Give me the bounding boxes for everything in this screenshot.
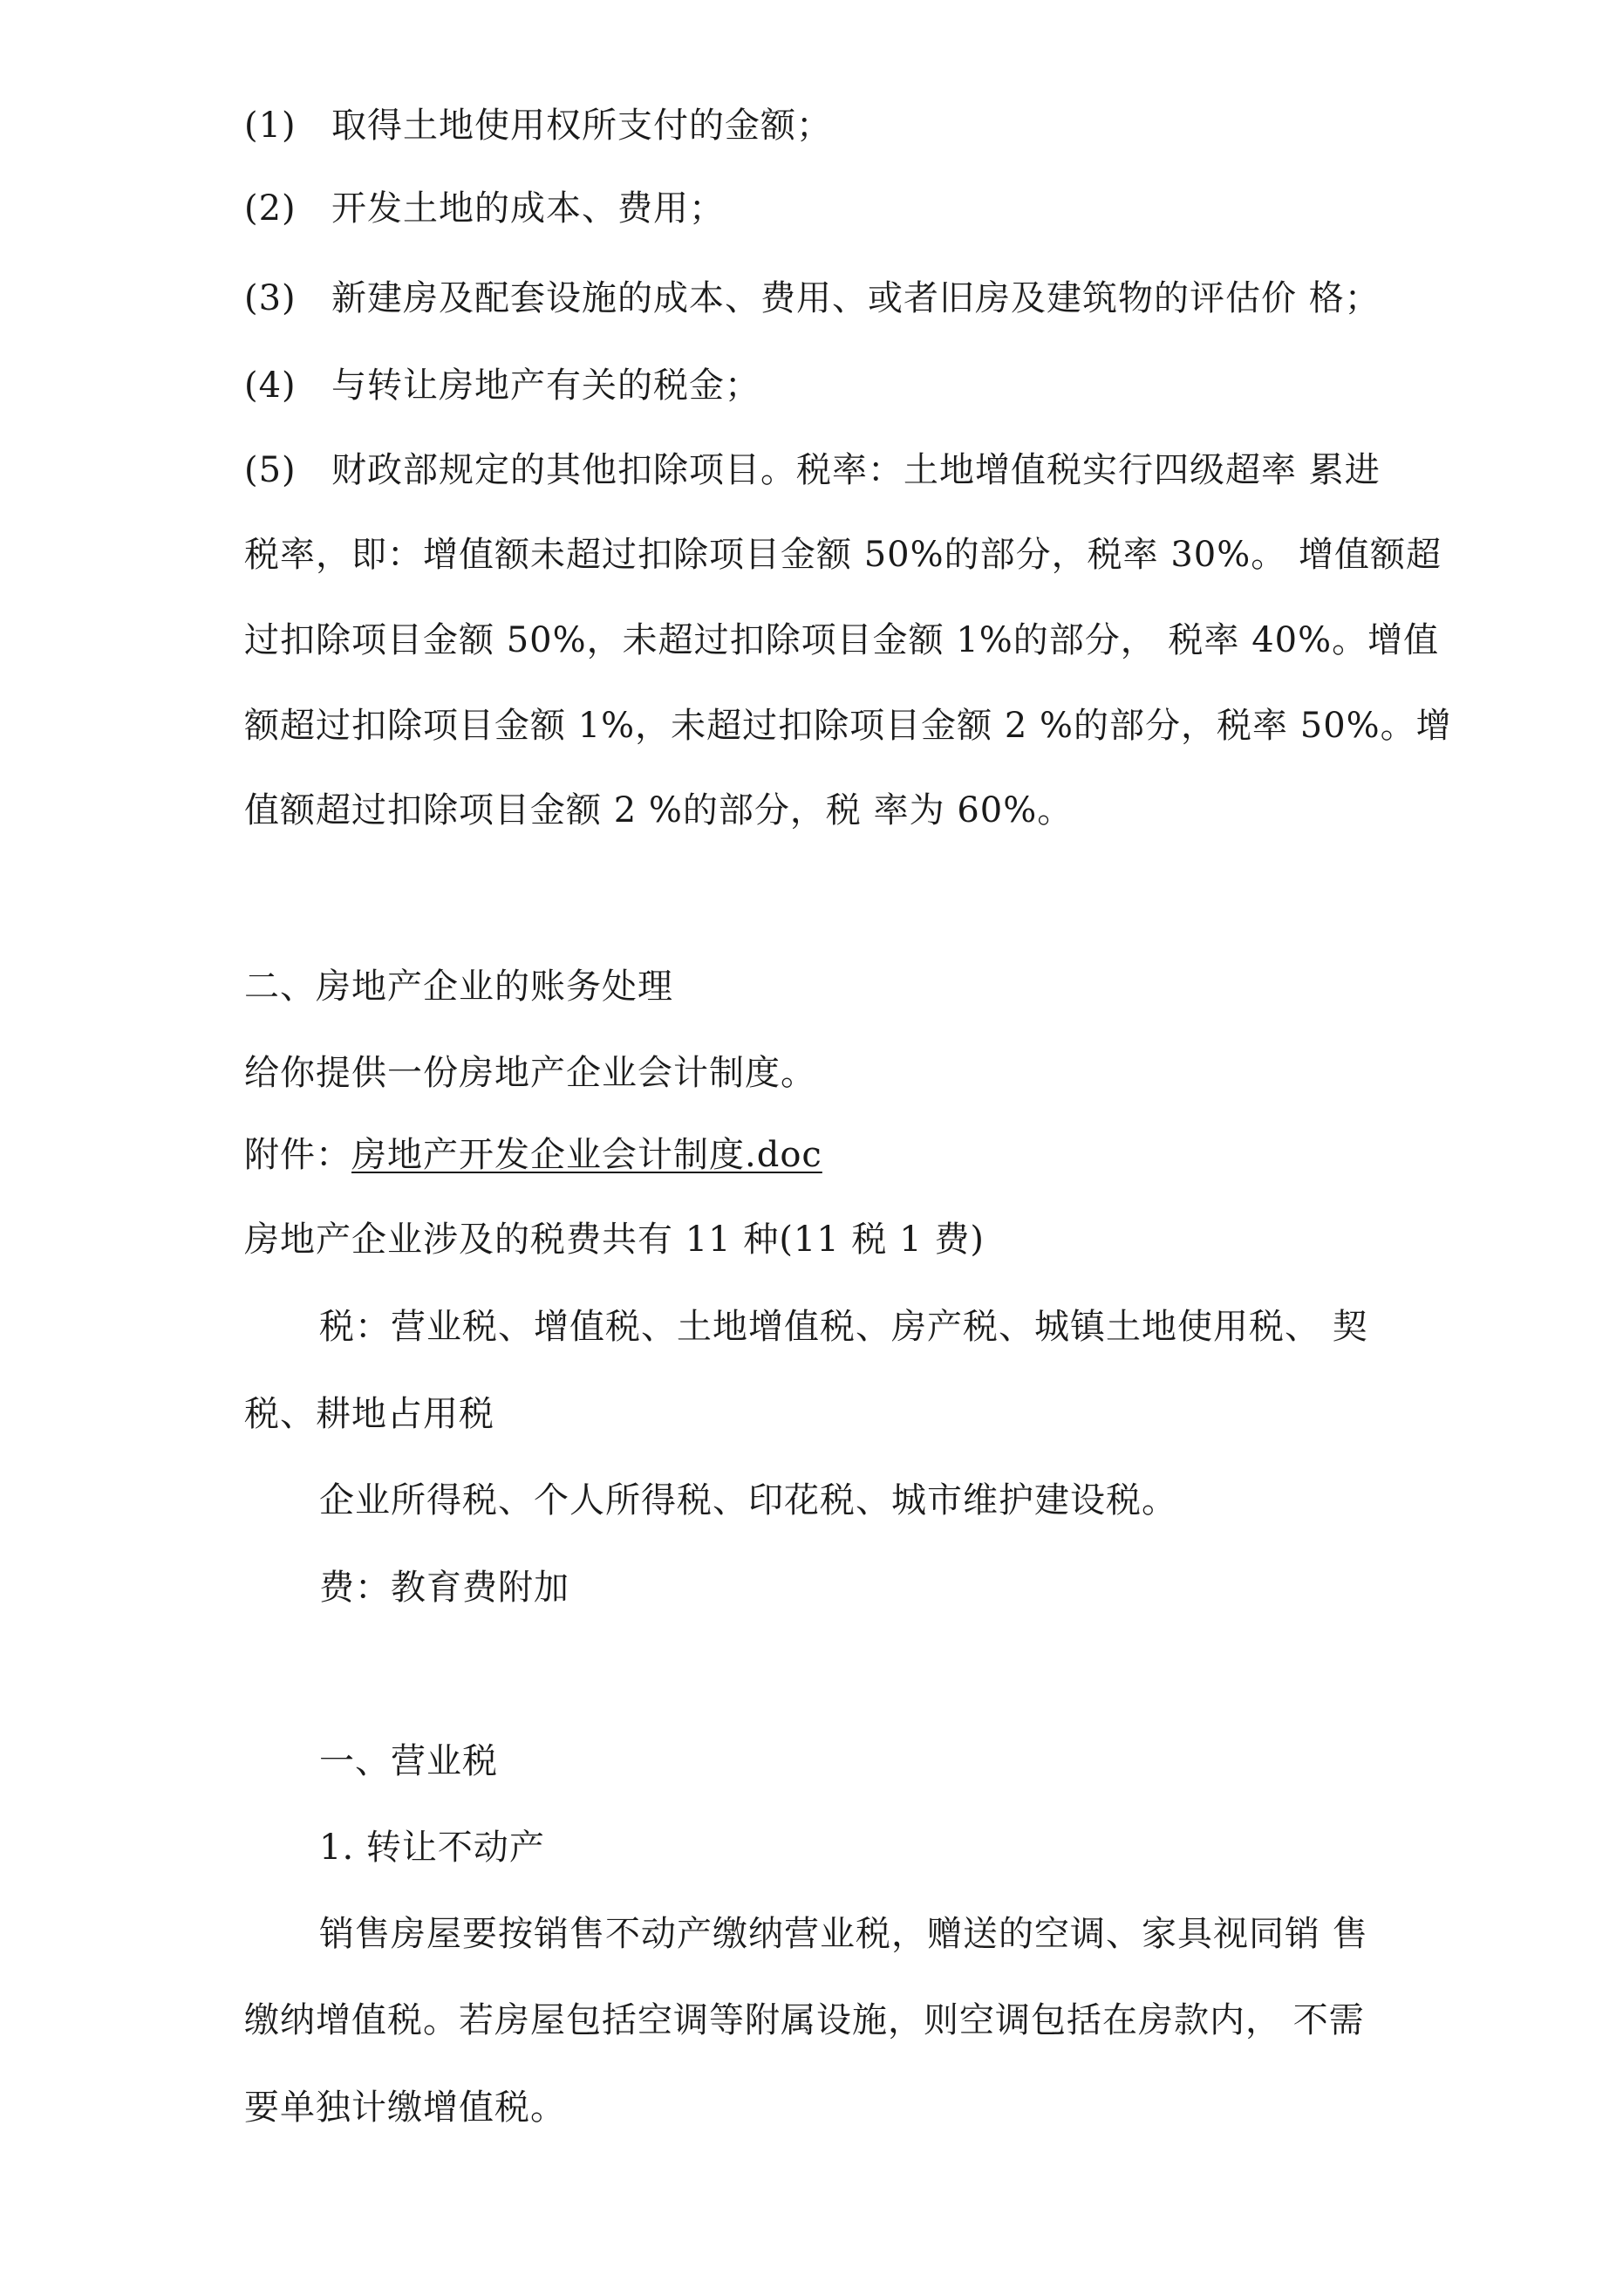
- list-number: (4): [244, 366, 297, 406]
- list-text: 开发土地的成本、费用；: [331, 188, 725, 229]
- section-heading-accounting: 二、房地产企业的账务处理: [244, 967, 673, 1007]
- subsection-heading: 1. 转让不动产: [319, 1828, 545, 1868]
- list-text: 取得土地使用权所支付的金额；: [331, 106, 832, 146]
- offer-text: 给你提供一份房地产企业会计制度。: [244, 1053, 816, 1093]
- business-tax-line-2: 缴纳增值税。若房屋包括空调等附属设施，则空调包括在房款内， 不需: [244, 2000, 1365, 2040]
- attachment-line: [244, 1134, 822, 1176]
- list-number: (3): [244, 278, 297, 318]
- list-text: 与转让房地产有关的税金；: [331, 366, 760, 406]
- taxes-line-3: 企业所得税、个人所得税、印花税、城市维护建设税。: [319, 1480, 1177, 1520]
- taxes-count-text: 房地产企业涉及的税费共有 11 种(11 税 1 费): [244, 1220, 985, 1260]
- list-item-3: [244, 277, 1381, 319]
- attachment-label: 附件：: [244, 1135, 351, 1175]
- rate-paragraph-line-1: 税率，即：增值额未超过扣除项目金额 50%的部分，税率 30%。 增值额超: [244, 535, 1442, 575]
- rate-paragraph-line-3: 额超过扣除项目金额 1%，未超过扣除项目金额 2 %的部分，税率 50%。增: [244, 706, 1452, 746]
- taxes-line-1: 税：营业税、增值税、土地增值税、房产税、城镇土地使用税、 契: [319, 1307, 1368, 1347]
- list-number: (2): [244, 188, 297, 229]
- taxes-line-2: 税、耕地占用税: [244, 1394, 494, 1434]
- list-text: 财政部规定的其他扣除项目。税率：土地增值税实行四级超率 累进: [331, 450, 1381, 490]
- list-number: (1): [244, 106, 297, 146]
- rate-paragraph-line-4: 值额超过扣除项目金额 2 %的部分，税 率为 60%。: [244, 790, 1074, 830]
- list-item-4: [244, 365, 760, 407]
- section-heading-business-tax: 一、营业税: [319, 1741, 498, 1781]
- business-tax-line-1: 销售房屋要按销售不动产缴纳营业税，赠送的空调、家具视同销 售: [319, 1914, 1368, 1954]
- list-text: 新建房及配套设施的成本、费用、或者旧房及建筑物的评估价 格；: [331, 278, 1381, 318]
- rate-paragraph-line-2: 过扣除项目金额 50%，未超过扣除项目金额 1%的部分， 税率 40%。增值: [244, 620, 1440, 660]
- list-item-2: [244, 188, 725, 229]
- fees-line: 费：教育费附加: [319, 1568, 569, 1608]
- list-number: (5): [244, 450, 297, 490]
- attachment-link[interactable]: 房地产开发企业会计制度.doc: [351, 1135, 822, 1175]
- business-tax-line-3: 要单独计缴增值税。: [244, 2088, 566, 2128]
- list-item-1: [244, 105, 832, 147]
- list-item-5: [244, 449, 1381, 491]
